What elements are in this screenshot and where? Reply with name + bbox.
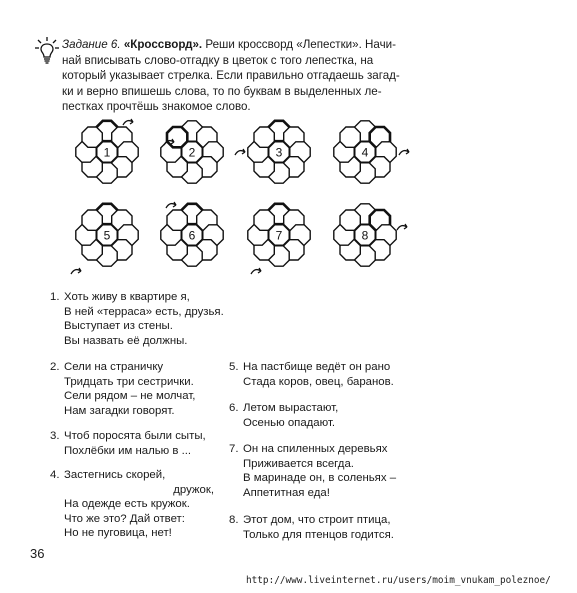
task-text: [62, 37, 418, 115]
riddle-line: Этот дом, что строит птица,: [243, 514, 391, 526]
curved-arrow-icon: [235, 149, 245, 155]
flower-number: 5: [103, 228, 111, 243]
flower-petal[interactable]: [340, 127, 360, 147]
curved-arrow-icon: [166, 202, 176, 208]
task-line-0: Реши кроссворд «Лепестки». Начи-: [205, 38, 396, 51]
riddle-7: [229, 442, 396, 500]
curved-arrow-icon: [123, 119, 133, 125]
flower-number: 4: [361, 145, 369, 160]
flower-petal[interactable]: [82, 210, 102, 230]
riddle-line: Нам загадки говорят.: [64, 404, 175, 417]
task-title: «Кроссворд».: [123, 38, 203, 51]
riddle-line: Вы назвать её должны.: [64, 334, 188, 347]
task-line-2: который указывает стрелка. Если правильно отгадаешь загад-: [62, 69, 400, 83]
riddle-number: 6.: [229, 402, 239, 414]
flower-petal[interactable]: [167, 127, 187, 147]
riddle-number: 1.: [50, 291, 60, 303]
riddle-line: Сели рядом – не молчат,: [64, 390, 196, 403]
flower-crossword-grid: [60, 107, 420, 287]
riddle-number: 3.: [50, 430, 60, 442]
curved-arrow-icon: [397, 224, 407, 230]
riddle-line: В ней «терраса» есть, друзья.: [64, 305, 224, 318]
riddle-number: 8.: [229, 514, 239, 526]
flower-8: [334, 204, 407, 266]
riddle-3: [50, 429, 206, 458]
flower-4: [334, 121, 409, 183]
riddle-line: Но не пуговица, нет!: [64, 527, 172, 540]
riddle-line: Сели на страничку: [64, 361, 164, 373]
riddle-4: [50, 468, 214, 541]
watermark-url: http://www.liveinternet.ru/users/moim_vnukam_poleznoe/: [246, 575, 551, 586]
riddle-line: В маринаде он, в соленьях –: [243, 472, 397, 485]
riddle-2: [50, 360, 195, 418]
riddle-1: [50, 290, 224, 348]
riddle-line: Аппетитная еда!: [243, 486, 330, 499]
riddle-number: 7.: [229, 443, 239, 455]
riddle-6: [229, 401, 338, 430]
flower-3: [235, 121, 310, 183]
riddle-line: Хоть живу в квартире я,: [64, 291, 190, 303]
flower-6: [161, 202, 223, 266]
task-line-3: ки и верно впишешь слова, то по буквам в выделенных ле-: [62, 84, 382, 98]
riddle-line: Тридцать три сестрички.: [64, 375, 194, 388]
task-line-4: пестках прочтёшь знакомое слово.: [62, 100, 251, 114]
flower-5: [71, 204, 138, 274]
riddle-number: 2.: [50, 361, 60, 373]
flower-petal[interactable]: [254, 127, 274, 147]
curved-arrow-icon: [251, 268, 261, 274]
flower-7: [248, 204, 310, 274]
lightbulb-icon: [34, 36, 60, 66]
riddle-line: Приживается всегда.: [243, 457, 354, 470]
flower-number: 3: [275, 145, 283, 160]
flower-petal[interactable]: [254, 210, 274, 230]
riddle-line: Что же это? Дай ответ:: [64, 512, 185, 525]
flower-number: 8: [361, 228, 369, 243]
riddle-line: Похлёбки им налью в ...: [64, 444, 192, 457]
riddle-line: На пастбище ведёт он рано: [243, 361, 391, 373]
riddle-number: 5.: [229, 361, 239, 373]
riddle-line: На одежде есть кружок.: [64, 498, 190, 511]
riddle-line: Чтоб поросята были сыты,: [64, 430, 206, 442]
riddle-line: Только для птенцов годится.: [243, 528, 394, 541]
flower-number: 1: [103, 145, 111, 160]
flower-svg: [60, 107, 420, 287]
flower-number: 7: [275, 228, 283, 243]
riddle-5: [229, 360, 394, 389]
task-label: Задание 6.: [62, 38, 121, 51]
flower-2: [161, 121, 223, 183]
riddle-line: Стада коров, овец, баранов.: [243, 375, 394, 388]
flower-1: [76, 119, 138, 183]
riddle-line: Осенью опадают.: [243, 416, 336, 429]
riddle-line: дружок,: [173, 483, 214, 496]
flower-number: 6: [188, 228, 196, 243]
flower-petal[interactable]: [82, 127, 102, 147]
flower-number: 2: [188, 145, 196, 160]
riddle-8: [229, 513, 394, 542]
riddle-line: Застегнись скорей,: [64, 469, 166, 481]
flower-petal[interactable]: [167, 210, 187, 230]
curved-arrow-icon: [71, 268, 81, 274]
flower-petal[interactable]: [340, 210, 360, 230]
riddle-number: 4.: [50, 469, 60, 481]
curved-arrow-icon: [399, 149, 409, 155]
riddle-line: Выступает из стены.: [64, 320, 173, 333]
riddle-line: Он на спиленных деревьях: [243, 443, 388, 455]
task-line-1: най вписывать слово-отгадку в цветок с того лепестка, на: [62, 53, 374, 67]
riddle-line: Летом вырастают,: [243, 402, 339, 414]
page-number: 36: [30, 546, 45, 561]
